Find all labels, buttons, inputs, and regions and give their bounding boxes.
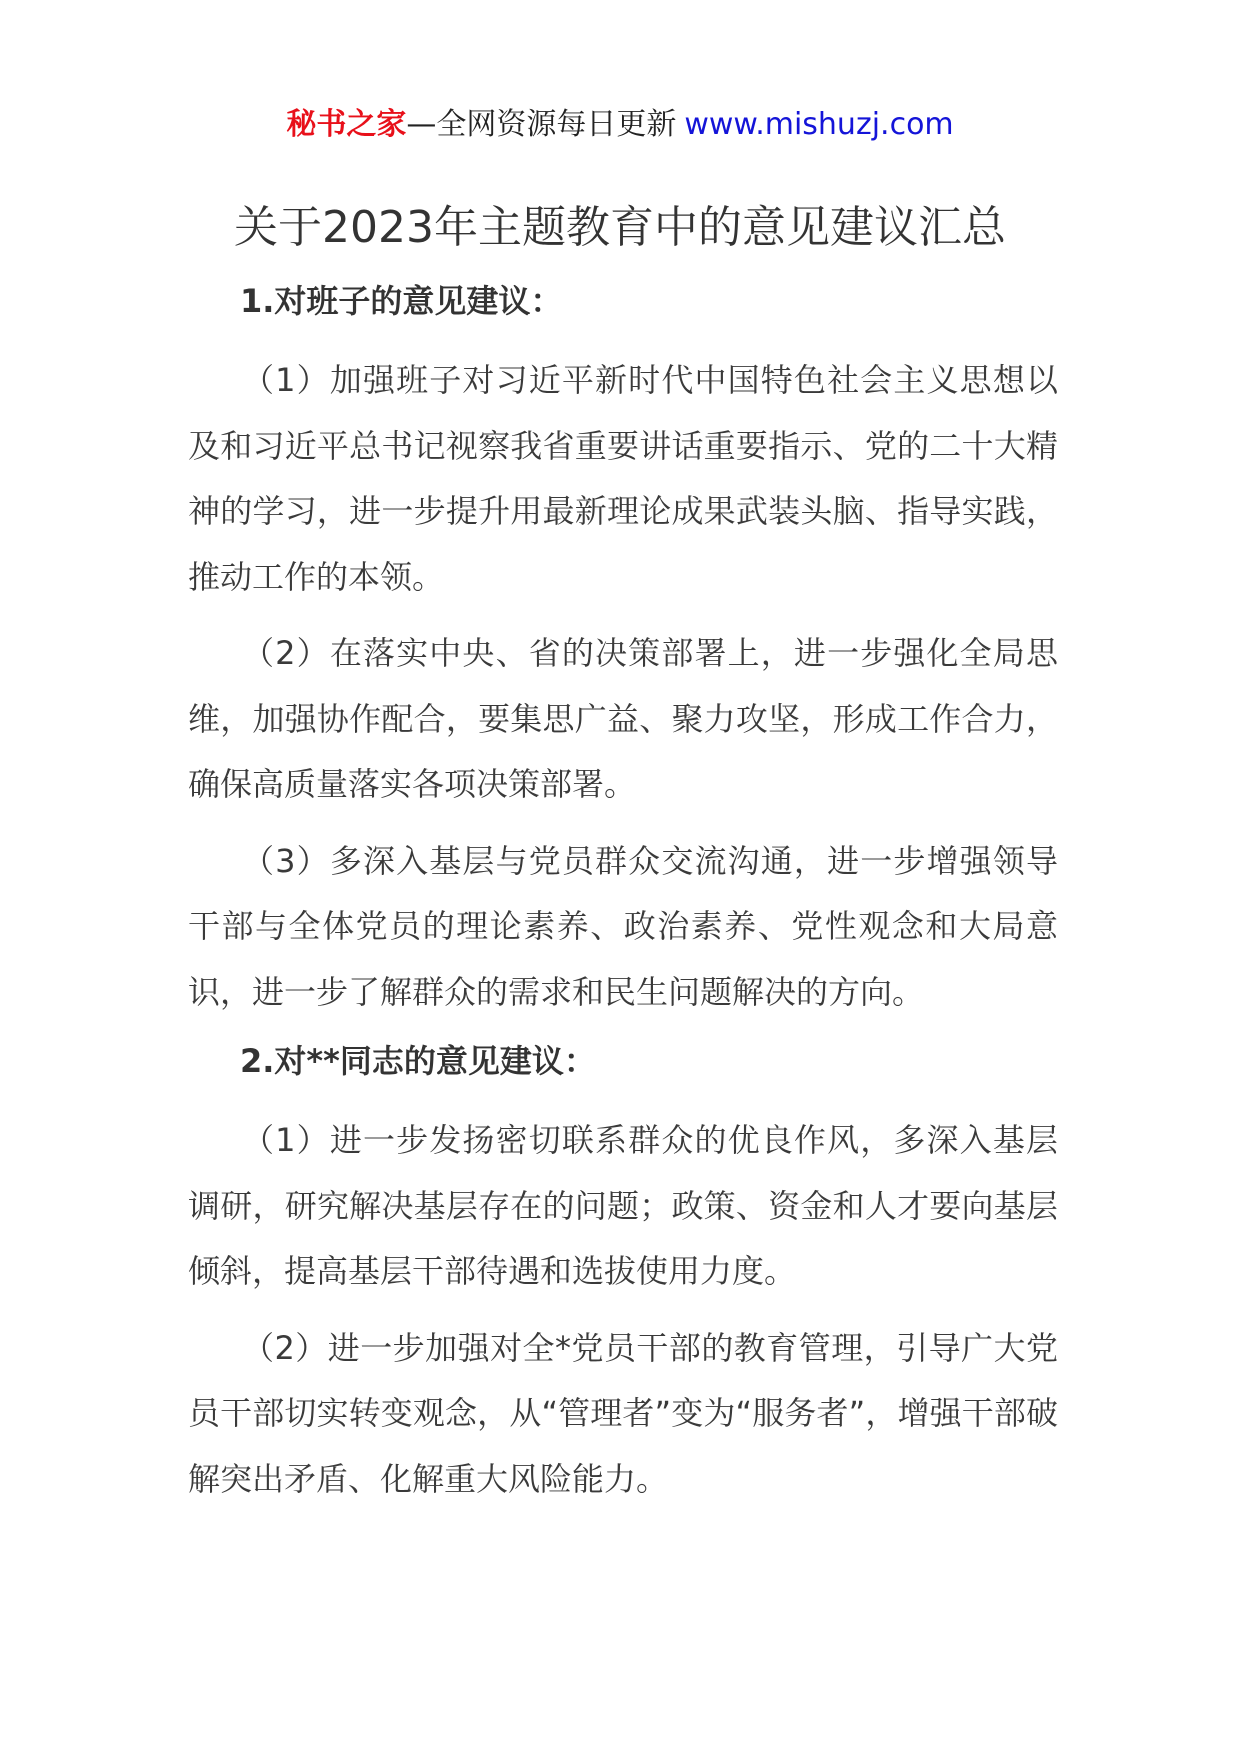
document-title: 关于2023年主题教育中的意见建议汇总 — [234, 202, 1006, 253]
section-comrade-suggestions — [188, 1036, 1058, 1512]
paragraph: （2）在落实中央、省的决策部署上，进一步强化全局思维，加强协作配合，要集思广益、聚力攻坚，形成工作合力，确保高质量落实各项决策部署。 — [188, 634, 1058, 803]
brand-name: 秘书之家 — [286, 107, 407, 142]
site-header — [0, 100, 1240, 150]
site-url-link[interactable]: www.mishuzj.com — [684, 107, 954, 142]
document-body — [188, 276, 1058, 1523]
paragraph: （2）进一步加强对全*党员干部的教育管理，引导广大党员干部切实转变观念，从“管理者”变为“服务者”，增强干部破解突出矛盾、化解重大风险能力。 — [188, 1328, 1058, 1498]
header-slogan: —全网资源每日更新 — [406, 107, 677, 142]
paragraph: （1）加强班子对习近平新时代中国特色社会主义思想以及和习近平总书记视察我省重要讲话重要指示、党的二十大精神的学习，进一步提升用最新理论成果武装头脑、指导实践，推动工作的本领。 — [188, 361, 1058, 596]
section-team-suggestions — [188, 276, 1058, 1025]
section-heading: 1.对班子的意见建议： — [240, 282, 563, 320]
paragraph: （1）进一步发扬密切联系群众的优良作风，多深入基层调研，研究解决基层存在的问题；政策、资金和人才要向基层倾斜，提高基层干部待遇和选拔使用力度。 — [188, 1121, 1058, 1290]
paragraph: （3）多深入基层与党员群众交流沟通，进一步增强领导干部与全体党员的理论素养、政治素养、党性观念和大局意识，进一步了解群众的需求和民生问题解决的方向。 — [188, 841, 1058, 1011]
section-heading: 2.对**同志的意见建议： — [240, 1042, 596, 1080]
